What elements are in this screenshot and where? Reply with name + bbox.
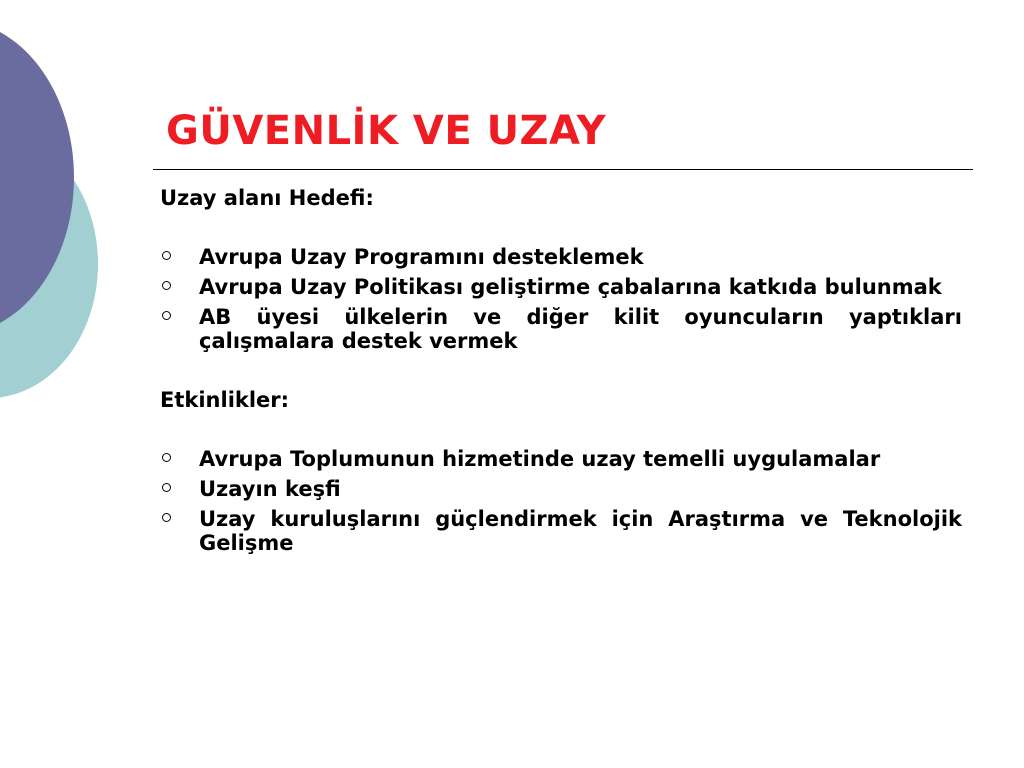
hollow-circle-icon [162, 311, 171, 320]
section-heading-activities: Etkinlikler: [160, 388, 290, 412]
list-item [160, 507, 962, 555]
activities-list [160, 447, 962, 555]
list-item [160, 477, 962, 501]
list-item-text: Avrupa Uzay Programını desteklemek [199, 245, 644, 269]
list-item [160, 275, 962, 299]
list-item-text: Uzayın keşfi [199, 477, 341, 501]
hollow-circle-icon [162, 251, 171, 260]
list-item [160, 305, 962, 353]
list-item [160, 245, 962, 269]
list-item-text: AB üyesi ülkelerin ve diğer kilit oyuncuların yaptıkları çalışmalara destek vermek [199, 305, 962, 353]
goals-list [160, 245, 962, 353]
list-item [160, 447, 962, 471]
slide-title: GÜVENLİK VE UZAY [166, 108, 607, 154]
slide-body [160, 186, 962, 561]
hollow-circle-icon [162, 453, 171, 462]
hollow-circle-icon [162, 483, 171, 492]
title-divider [153, 169, 973, 170]
list-item-text: Avrupa Uzay Politikası geliştirme çabalarına katkıda bulunmak [199, 275, 942, 299]
list-item-text: Avrupa Toplumunun hizmetinde uzay temelli uygulamalar [199, 447, 881, 471]
list-item-text: Uzay kuruluşlarını güçlendirmek için Araştırma ve Teknolojik Gelişme [199, 507, 962, 555]
hollow-circle-icon [162, 513, 171, 522]
section-heading-goals: Uzay alanı Hedefi: [160, 186, 374, 210]
hollow-circle-icon [162, 281, 171, 290]
